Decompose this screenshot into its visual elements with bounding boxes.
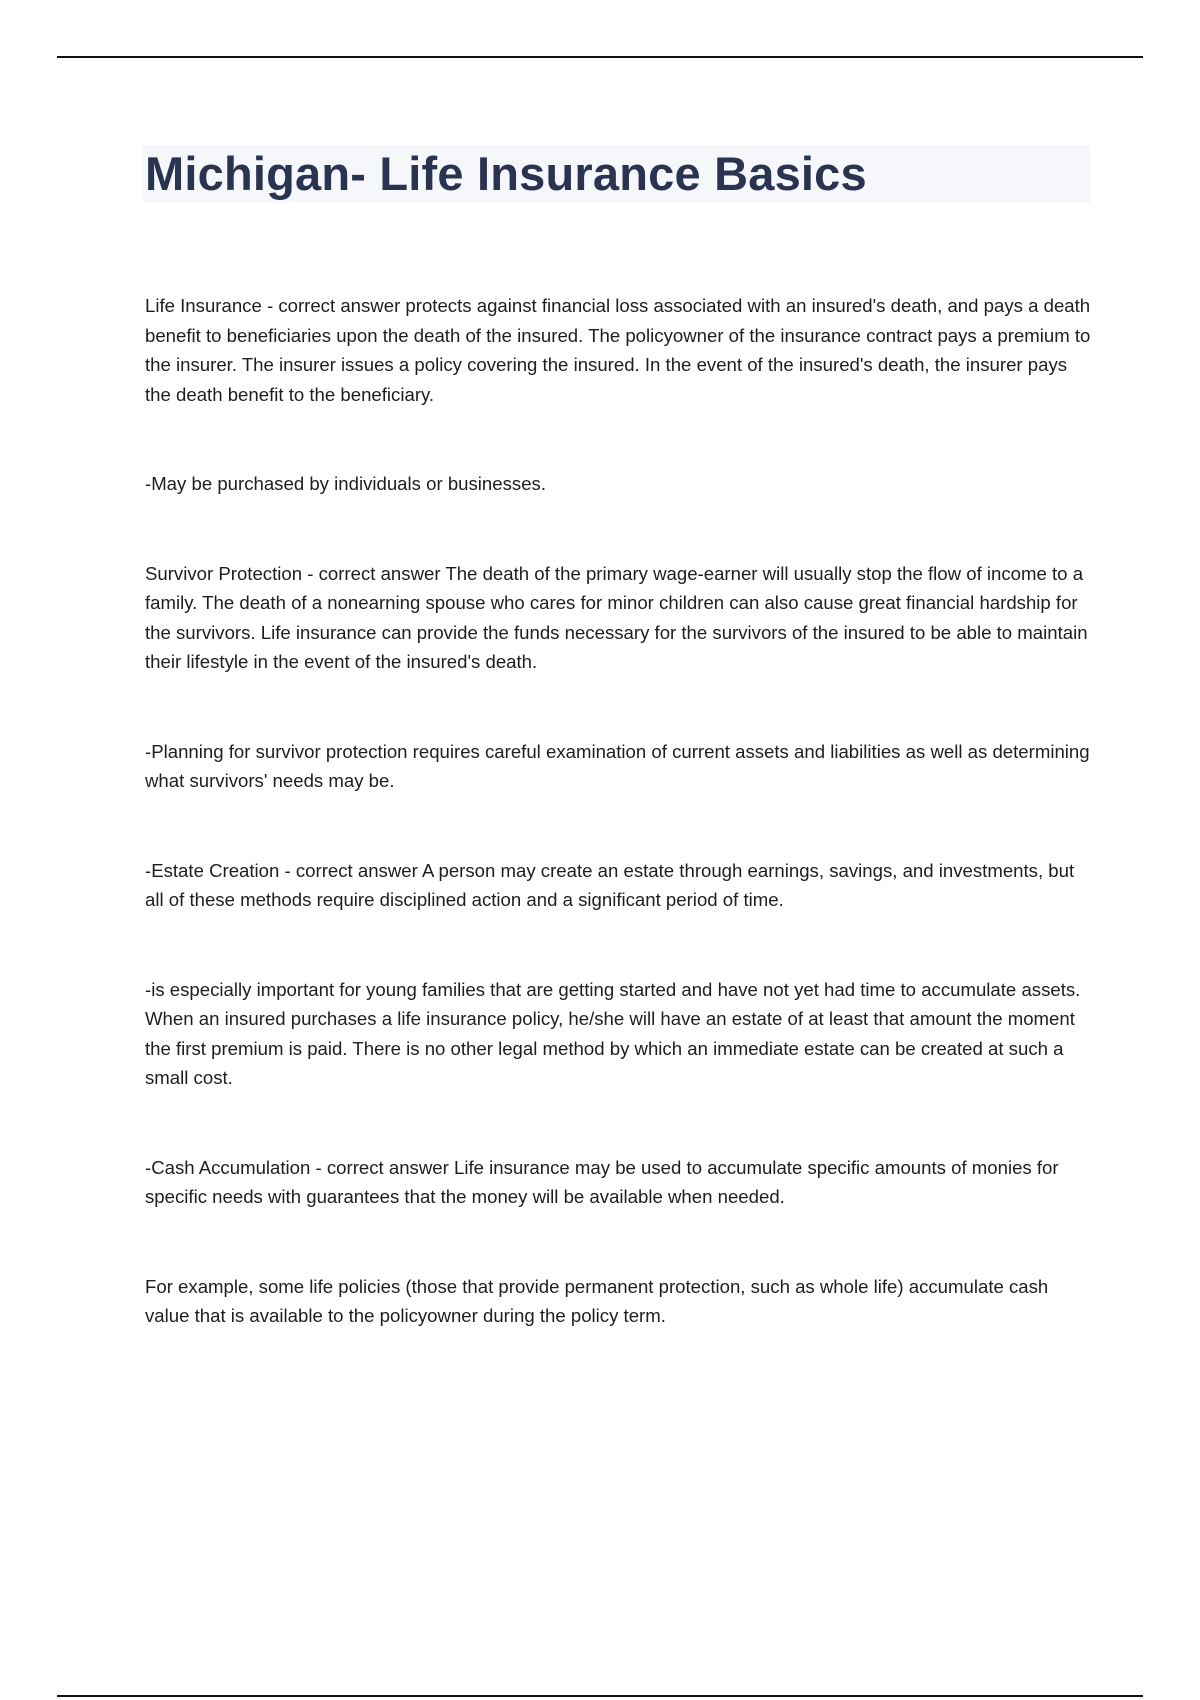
paragraph-example-whole-life: For example, some life policies (those that provide permanent protection, such as whole life) accumulate cash value that is available to the policyowner during the policy term. [145, 1275, 1049, 1326]
footer-rule [57, 1695, 1143, 1697]
header-rule [57, 56, 1143, 58]
paragraph-purchased-by: -May be purchased by individuals or businesses. [145, 473, 547, 494]
paragraph-young-families: -is especially important for young families that are getting started and have not yet had time to accumulate assets. When an insured purchases a life insurance policy, he/she will have an estate of at least that amount the moment the first premium is paid. There is no other legal method by which an immediate estate can be created at such a small cost. [145, 978, 1081, 1088]
document-title: Michigan- Life Insurance Basics [145, 147, 867, 200]
paragraph-life-insurance: Life Insurance - correct answer protects against financial loss associated with an insured's death, and pays a death benefit to beneficiaries upon the death of the insured. The policyowner of the insurance contract pays a premium to the insurer. The insurer issues a policy covering the insured. In the event of the insured's death, the insurer pays the death benefit to the beneficiary. [145, 295, 1091, 405]
paragraph-planning-survivor: -Planning for survivor protection requires careful examination of current assets and liabilities as well as determining what survivors' needs may be. [145, 740, 1090, 791]
paragraph-cash-accumulation: -Cash Accumulation - correct answer Life insurance may be used to accumulate specific amounts of monies for specific needs with guarantees that the money will be available when needed. [145, 1156, 1059, 1207]
paragraph-survivor-protection: Survivor Protection - correct answer The death of the primary wage-earner will usually stop the flow of income to a family. The death of a nonearning spouse who cares for minor children can also cause great financial hardship for the survivors. Life insurance can provide the funds necessary for the survivors of the insured to be able to maintain their lifestyle in the event of the insured's death. [145, 562, 1088, 672]
document-body [145, 291, 1095, 1391]
paragraph-estate-creation: -Estate Creation - correct answer A person may create an estate through earnings, savings, and investments, but all of these methods require disciplined action and a significant period of time. [145, 859, 1075, 910]
